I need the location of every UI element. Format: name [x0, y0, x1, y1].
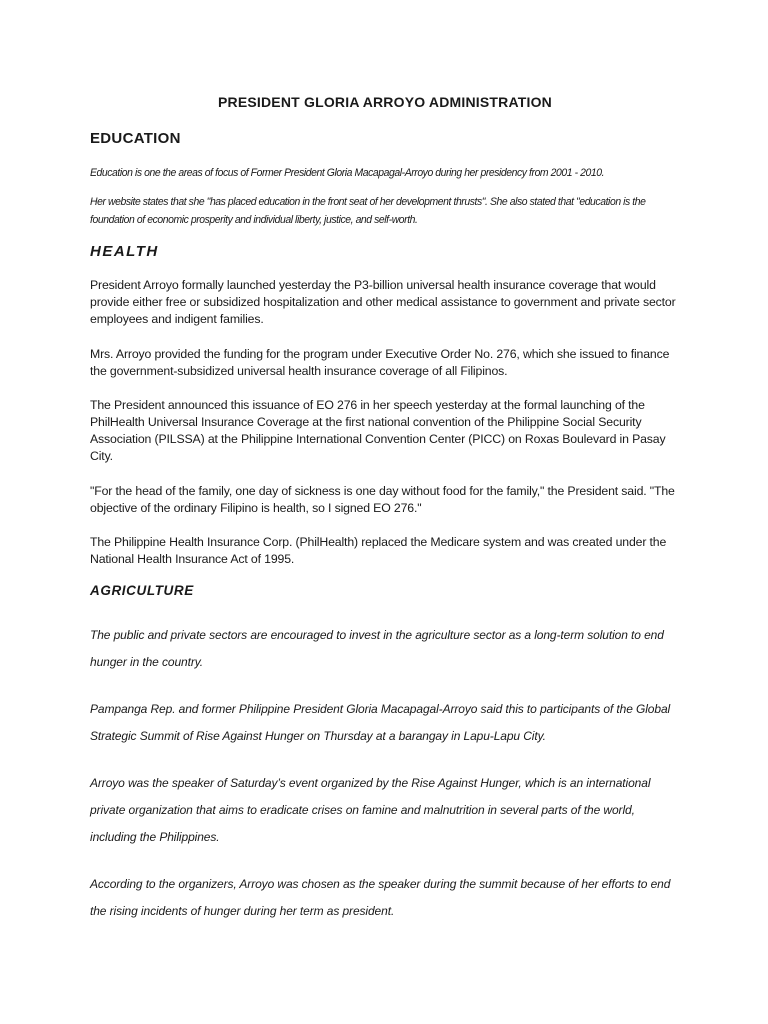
- agriculture-paragraph: According to the organizers, Arroyo was chosen as the speaker during the summit because of her efforts to end the rising incidents of hunger during her term as president.: [90, 877, 671, 918]
- health-heading: HEALTH: [90, 243, 159, 260]
- health-paragraph: The President announced this issuance of EO 276 in her speech yesterday at the formal launching of the PhilHealth Universal Insurance Coverage at the first national convention of the Philippine Social Security Association (PILSSA) at the Philippine International Convention Center (PICC) on Roxas Boulevard in Pasay City.: [90, 398, 666, 463]
- health-paragraph: "For the head of the family, one day of sickness is one day without food for the family," the President said. "The objective of the ordinary Filipino is health, so I signed EO 276.": [90, 484, 675, 515]
- education-heading: EDUCATION: [90, 130, 181, 147]
- agriculture-paragraph: Pampanga Rep. and former Philippine President Gloria Macapagal-Arroyo said this to participants of the Global Strategic Summit of Rise Against Hunger on Thursday at a barangay in Lapu-Lapu City.: [90, 702, 671, 743]
- document-title: PRESIDENT GLORIA ARROYO ADMINISTRATION: [217, 94, 552, 110]
- health-paragraph: President Arroyo formally launched yesterday the P3-billion universal health insurance coverage that would provide either free or subsidized hospitalization and other medical assistance to government and private sector employees and indigent families.: [90, 278, 676, 326]
- agriculture-heading: AGRICULTURE: [90, 583, 194, 598]
- agriculture-paragraph: Arroyo was the speaker of Saturday’s event organized by the Rise Against Hunger, which is an international private organization that aims to eradicate crises on famine and malnutrition in several parts of the world, including the Philippines.: [90, 776, 651, 844]
- agriculture-paragraph: The public and private sectors are encouraged to invest in the agriculture sector as a long-term solution to end hunger in the country.: [90, 628, 664, 669]
- education-paragraph: Education is one the areas of focus of Former President Gloria Macapagal-Arroyo during her presidency from 2001 - 2010.: [90, 167, 605, 179]
- education-paragraph: Her website states that she "has placed education in the front seat of her development thrusts". She also stated that "education is the foundation of economic prosperity and individual liberty, justice, and self-worth.: [90, 196, 646, 226]
- health-paragraph: Mrs. Arroyo provided the funding for the program under Executive Order No. 276, which she issued to finance the government-subsidized universal health insurance coverage of all Filipinos.: [90, 347, 670, 378]
- health-paragraph: The Philippine Health Insurance Corp. (PhilHealth) replaced the Medicare system and was created under the National Health Insurance Act of 1995.: [90, 535, 667, 566]
